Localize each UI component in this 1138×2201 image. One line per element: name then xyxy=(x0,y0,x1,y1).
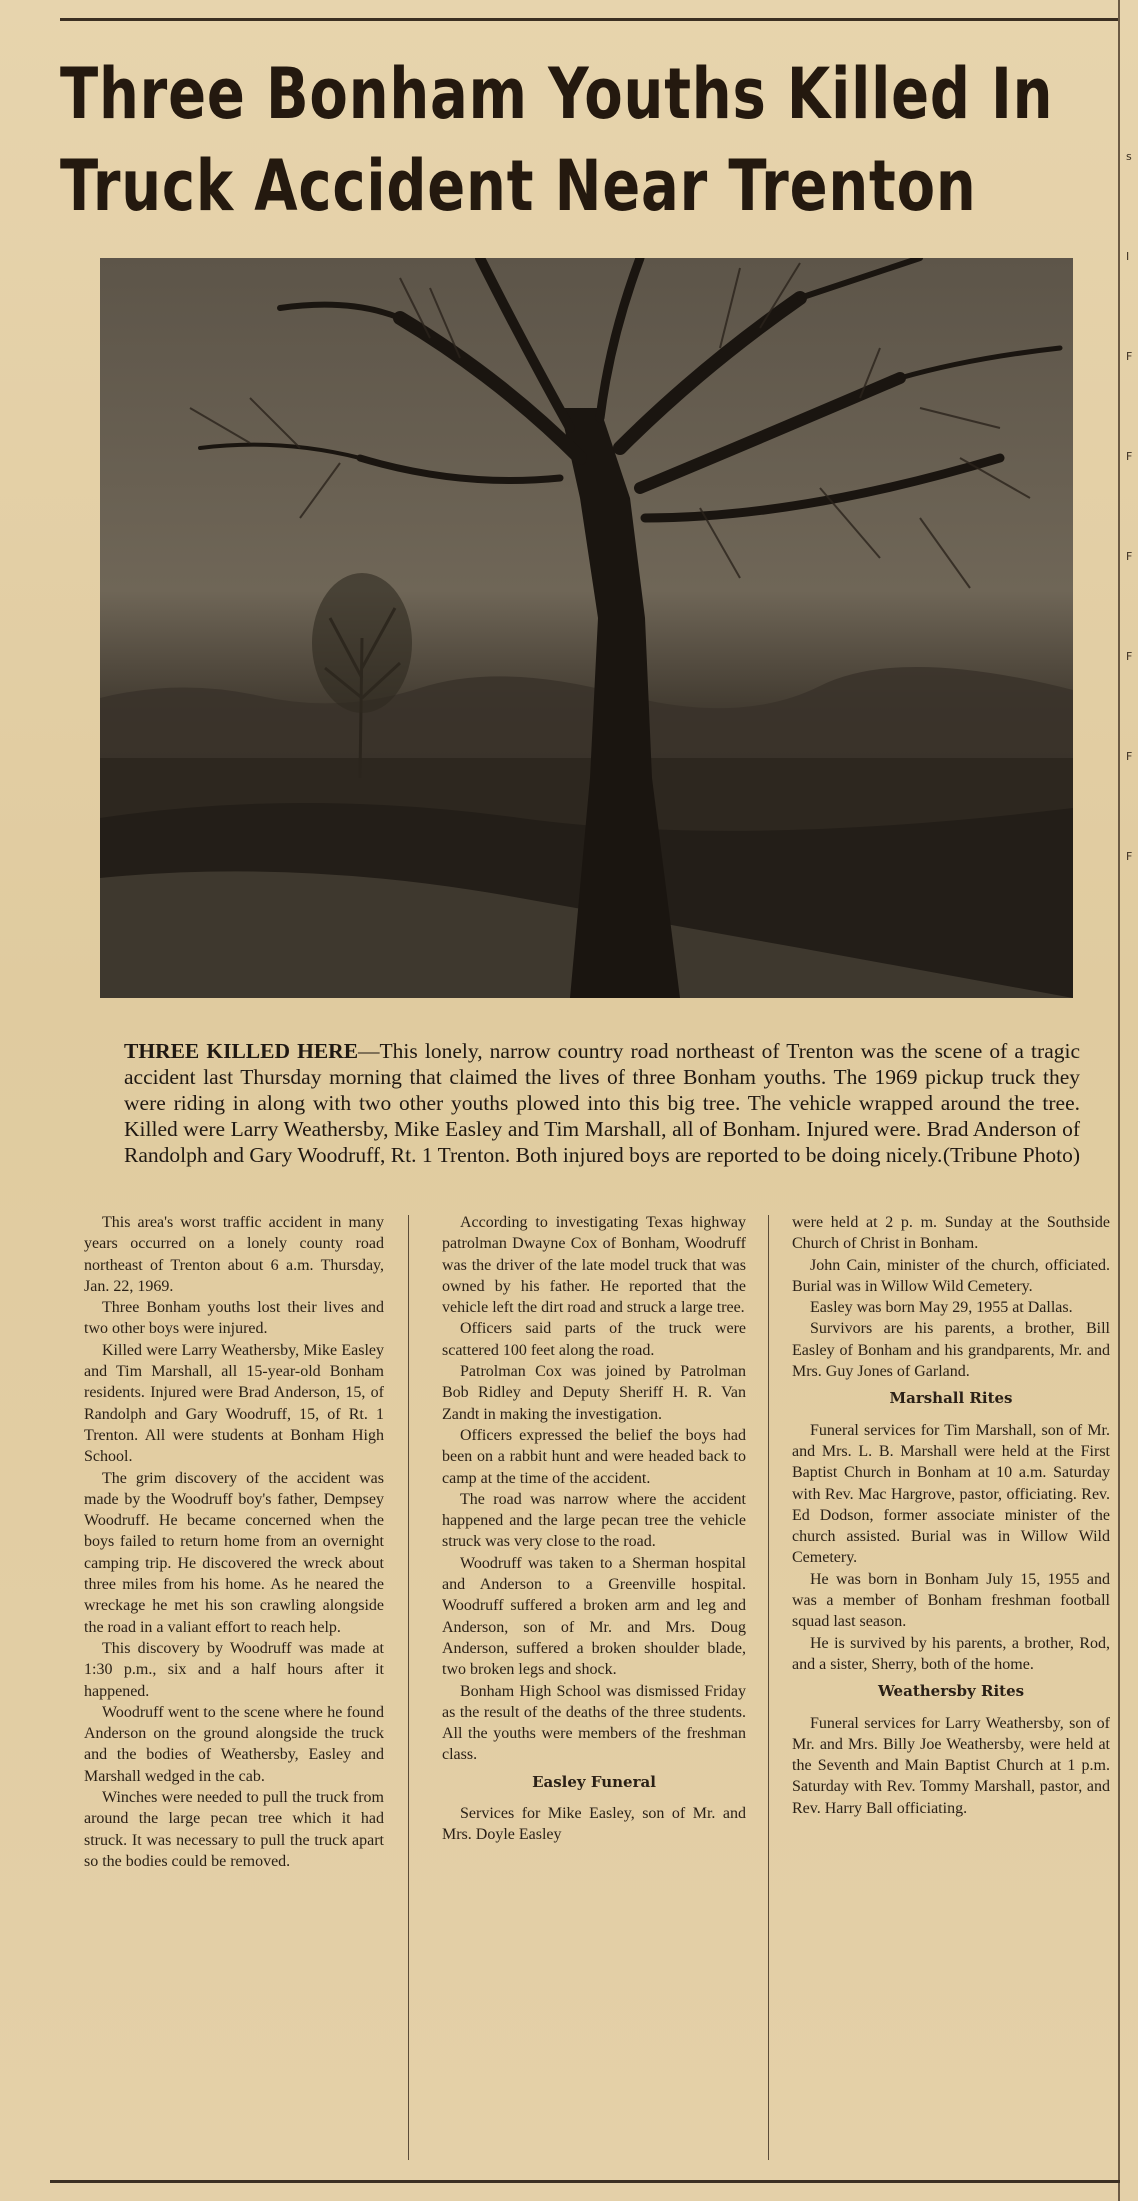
paragraph: Bonham High School was dismissed Friday as the result of the deaths of the three students. All the youths were members of the freshman class. xyxy=(442,1682,746,1764)
paragraph: Funeral services for Tim Marshall, son of Mr. and Mrs. L. B. Marshall were held at the First Baptist Church in Bonham at 10 a.m. Saturday with Rev. Mac Hargrove, pastor, officiating. Rev. Ed Dodson, former associate minister of the church assisted. Burial was in Willow Wild Cemetery. xyxy=(792,1421,1110,1567)
caption-body: —This lonely, narrow country road northeast of Trenton was the scene of a tragic accident last Thursday morning that claimed the lives of three Bonham youths. The 1969 pickup truck they were riding in along with two other youths plowed into this big tree. The vehicle wrapped around the tree. Killed were Larry Weathersby, Mike Easley and Tim Marshall, all of Bonham. Injured were. Brad Anderson of Randolph and Gary Woodruff, Rt. 1 Trenton. Both injured boys are reported to be doing nicely. xyxy=(124,1039,1081,1167)
article-column-2 xyxy=(442,1212,746,1846)
paragraph: Easley was born May 29, 1955 at Dallas. xyxy=(810,1299,1073,1317)
paragraph: This area's worst traffic accident in many years occurred on a lonely county road northeast of Trenton about 6 a.m. Thursday, Jan. 22, 1969. xyxy=(84,1214,384,1295)
paragraph: Killed were Larry Weathersby, Mike Easley and Tim Marshall, all 15-year-old Bonham residents. Injured were Brad Anderson, 15, of Randolph and Gary Woodruff, 15, of Rt. 1 Trenton. All were students at Bonham High School. xyxy=(84,1341,384,1466)
paragraph: were held at 2 p. m. Sunday at the Southside Church of Christ in Bonham. xyxy=(792,1214,1110,1253)
marshall-rites-heading: Marshall Rites xyxy=(889,1389,1013,1408)
top-rule xyxy=(60,18,1118,21)
headline-line-1: Three Bonham Youths Killed In xyxy=(60,53,1054,135)
paragraph: According to investigating Texas highway patrolman Dwayne Cox of Bonham, Woodruff was the driver of the late model truck that was owned by his father. He reported that the vehicle left the dirt road and struck a large tree. xyxy=(442,1214,746,1317)
headline-line-2: Truck Accident Near Trenton xyxy=(60,145,977,227)
column-edge xyxy=(1118,0,1120,2201)
paragraph: Winches were needed to pull the truck from around the large pecan tree which it had struck. It was necessary to pull the truck apart so the bodies could be removed. xyxy=(84,1789,384,1870)
tree-photo xyxy=(100,258,1073,998)
paragraph: Survivors are his parents, a brother, Bill Easley of Bonham and his grandparents, Mr. and Mrs. Guy Jones of Garland. xyxy=(792,1320,1110,1381)
paragraph: He is survived by his parents, a brother, Rod, and a sister, Sherry, both of the home. xyxy=(792,1634,1110,1673)
photo-credit: (Tribune Photo) xyxy=(942,1143,1080,1167)
paragraph: Woodruff went to the scene where he found Anderson on the ground alongside the truck and the bodies of Weathersby, Easley and Marshall wedged in the cab. xyxy=(84,1703,384,1785)
paragraph: Services for Mike Easley, son of Mr. and Mrs. Doyle Easley xyxy=(442,1805,746,1844)
paragraph: He was born in Bonham July 15, 1955 and was a member of Bonham freshman football squad last season. xyxy=(792,1570,1110,1631)
paragraph: Woodruff was taken to a Sherman hospital and Anderson to a Greenville hospital. Woodruff suffered a broken arm and leg and Anderson, son of Mr. and Mrs. Doug Anderson, suffered a broken shoulder blade, two broken legs and shock. xyxy=(442,1554,746,1679)
photo-caption xyxy=(124,1038,1080,1168)
paragraph: This discovery by Woodruff was made at 1:30 p.m., six and a half hours after it happened. xyxy=(84,1639,384,1700)
weathersby-rites-heading: Weathersby Rites xyxy=(877,1682,1025,1701)
paragraph: Officers said parts of the truck were scattered 100 feet along the road. xyxy=(442,1320,746,1359)
paragraph: The grim discovery of the accident was made by the Woodruff boy's father, Dempsey Woodruff. He became concerned when the boys failed to return home from an overnight camping trip. He discovered the wreck about three miles from his home. As he neared the wreckage he met his son crawling alongside the road in a valiant effort to reach help. xyxy=(84,1469,384,1636)
caption-lead: THREE KILLED HERE xyxy=(124,1039,359,1063)
paragraph: The road was narrow where the accident happened and the large pecan tree the vehicle struck was very close to the road. xyxy=(442,1490,746,1551)
paragraph: Patrolman Cox was joined by Patrolman Bob Ridley and Deputy Sheriff H. R. Van Zandt in making the investigation. xyxy=(442,1363,746,1423)
tree-photo-illustration xyxy=(100,258,1073,998)
paragraph: Funeral services for Larry Weathersby, son of Mr. and Mrs. Billy Joe Weathersby, were held at the Seventh and Main Baptist Church at 1 p.m. Saturday with Rev. Tommy Marshall, pastor, and Rev. Harry Ball officiating. xyxy=(792,1714,1110,1817)
adjacent-column-fragments: s I F F F F F F xyxy=(1126,150,1133,863)
headline xyxy=(60,48,1054,232)
paragraph: Officers expressed the belief the boys had been on a rabbit hunt and were headed back to camp at the time of the accident. xyxy=(442,1426,746,1487)
bottom-rule xyxy=(50,2180,1120,2183)
easley-funeral-heading: Easley Funeral xyxy=(532,1772,656,1791)
article-column-1 xyxy=(84,1212,384,1872)
article-column-3 xyxy=(792,1212,1110,1819)
paragraph: Three Bonham youths lost their lives and two other boys were injured. xyxy=(84,1299,384,1338)
column-divider xyxy=(768,1215,769,2160)
column-divider xyxy=(408,1215,409,2160)
paragraph: John Cain, minister of the church, officiated. Burial was in Willow Wild Cemetery. xyxy=(792,1256,1110,1295)
